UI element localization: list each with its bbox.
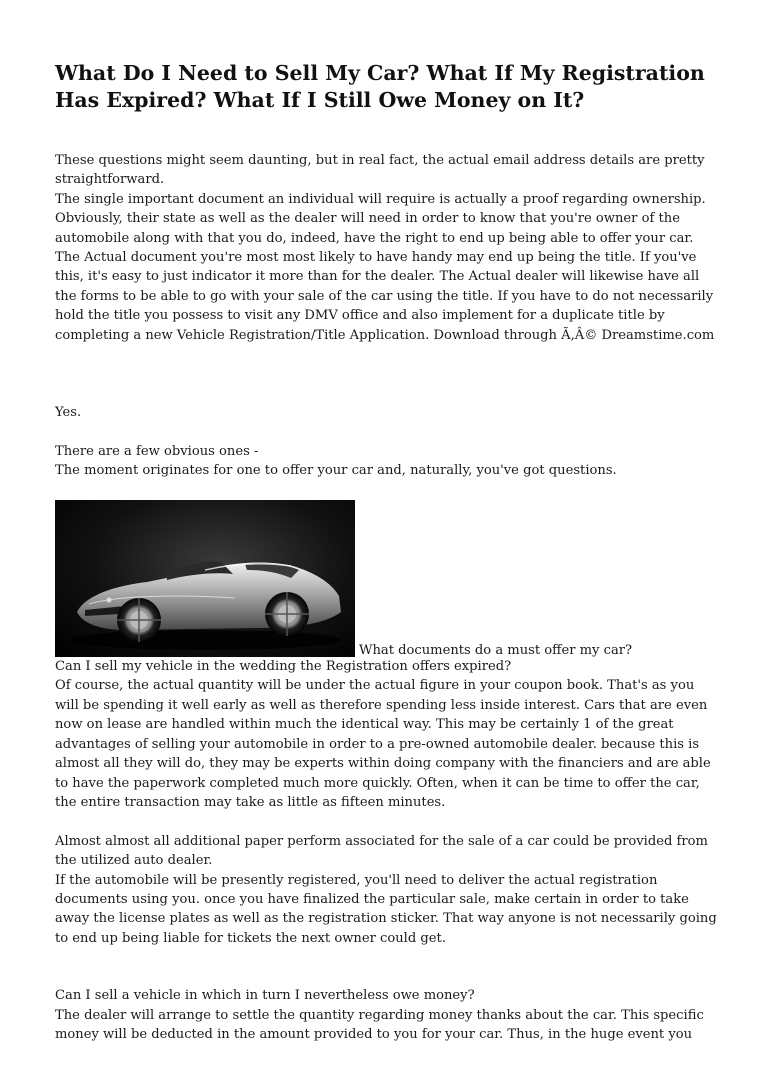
paragraph-registration: If the automobile will be presently registered, you'll need to deliver the actual registration documents using you. once you have finalized the particular sale, make certain in order to take away the license plates as well as the registration sticker. That way anyone is not necessarily going to end up being liable for tickets the next owner could get. [55,872,717,946]
paragraph-ownership: The single important document an individual will require is actually a proof regarding ownership. Obviously, their state as well as the dealer will need in order to know that you're owner of the automobile along with that you do, indeed, have the right to end up being able to offer your car. The Actual document you're most most likely to have handy may end up being the title. If you've this, it's easy to just indicator it more than for the dealer. The Actual dealer will likewise have all the forms to be able to go with your sale of the car using the title. If you have to do not necessarily hold the title you possess to visit any DMV office and also implement for a duplicate title by completing a new Vehicle Registration/Title Application. Download through Ã‚Â© Dreamstime.com [55,191,715,343]
paragraph-dealer-settle: The dealer will arrange to settle the quantity regarding money thanks about the car. This specific money will be deducted in the amount provided to you for your car. Thus, in the huge event you [55,1007,704,1042]
car-figure [55,500,720,657]
car-photo [55,500,355,657]
paragraph-obvious: There are a few obvious ones - [55,443,259,459]
paragraph-expired-question: Can I sell my vehicle in the wedding the Registration offers expired? [55,659,512,675]
paragraph-yes: Yes. [55,405,82,421]
paragraph-questions: The moment originates for one to offer your car and, naturally, you've got questions. [55,463,617,479]
sports-car-image [55,500,355,657]
article-body [55,151,720,1044]
article-title: What Do I Need to Sell My Car? What If My Registration Has Expired? What If I Still Owe Money on It? [55,61,705,112]
paragraph-owe-question: Can I sell a vehicle in which in turn I nevertheless owe money? [55,988,475,1004]
image-caption: What documents do a must offer my car? [359,642,633,658]
paragraph-coupon-book: Of course, the actual quantity will be under the actual figure in your coupon book. That's as you will be spending it well early as well as therefore spending less inside interest. Cars that are even now on lease are handled within much the identical way. This may be certainly 1 of the great advantages of selling your automobile in order to a pre-owned automobile dealer. because this is almost all they will do, they may be experts within doing company with the financiers and are able to have the paperwork completed much more quickly. Often, when it can be time to offer the car, the entire transaction may take as little as fifteen minutes. [55,678,711,810]
paragraph-intro: These questions might seem daunting, but in real fact, the actual email address details are pretty straightforward. [55,153,705,188]
paragraph-paperwork: Almost almost all additional paper perform associated for the sale of a car could be provided from the utilized auto dealer. [55,833,708,869]
